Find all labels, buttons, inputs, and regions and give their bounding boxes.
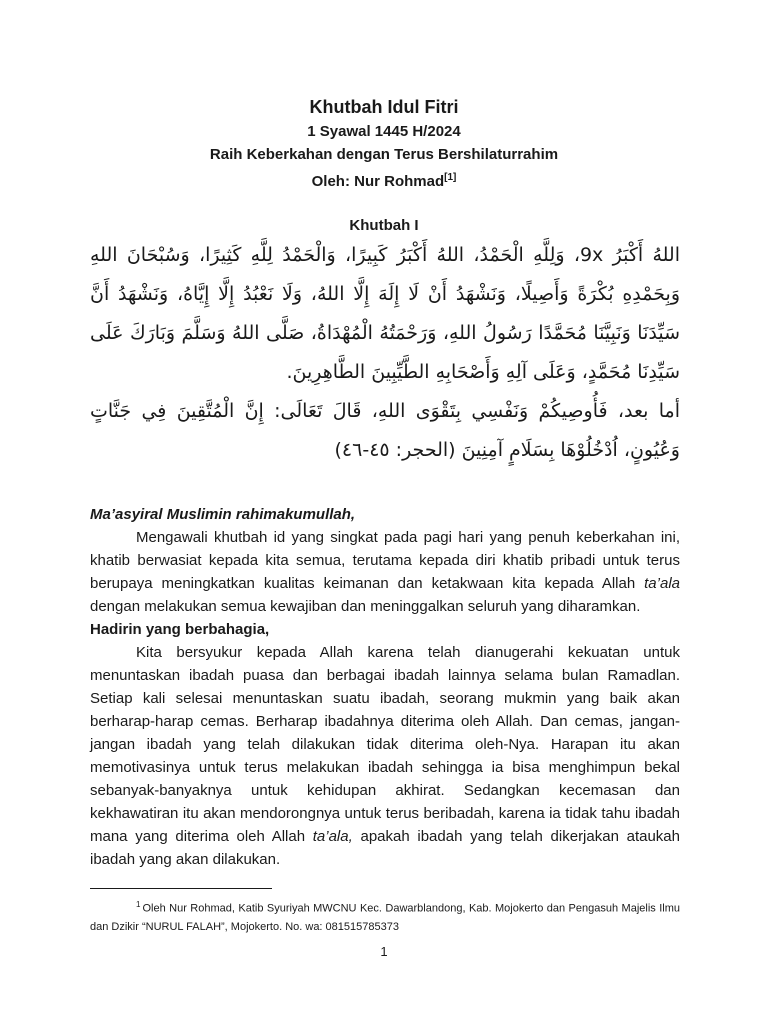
footnote-text: Oleh Nur Rohmad, Katib Syuriyah MWCNU Kec. Dawarblandong, Kab. Mojokerto dan Pengasuh Majelis Ilmu dan Dzikir “NURUL FALAH”, Mojokerto. No. wa: 081515785373 [90,902,680,933]
paragraph-2-text-a: Kita bersyukur kepada Allah karena telah dianugerahi kekuatan untuk menuntaskan ibadah puasa dan berbagai ibadah lainnya selama bulan Ramadlan. Setiap kali selesai menuntaskan suatu ibadah, seorang mukmin yang baik akan berharap-harap cemas. Berharap ibadahnya diterima oleh Allah. Dan cemas, jangan-jangan ibadah yang telah dilakukan tidak diterima oleh-Nya. Harapan itu akan memotivasinya untuk terus melakukan ibadah sehingga ia bisa menghimpun bekal sebanyak-banyaknya untuk kehidupan akhirat. Sedangkan kecemasan dan kekhawatiran itu akan mendorongnya untuk terus beribadah, karena ia tidak tahu ibadah mana yang diterima oleh Allah [90,644,680,845]
arabic-opening: اللهُ أَكْبَرُ 9x، وَلِلَّهِ الْحَمْدُ، اللهُ أَكْبَرُ كَبِيرًا، وَالْحَمْدُ لِلَّهِ كَثِيرًا، وَسُبْحَانَ اللهِ وَبِحَمْدِهِ بُكْرَةً وَأَصِيلًا، وَنَشْهَدُ أَنْ لَا إِلَهَ إِلَّا اللهُ، وَلَا نَعْبُدُ إِلَّا إِيَّاهُ، وَنَشْهَدُ أَنَّ سَيِّدَنَا وَنَبِيَّنَا مُحَمَّدًا رَسُولُ اللهِ، وَرَحْمَتُهُ الْمُهْدَاةُ، صَلَّى اللهُ وَسَلَّمَ وَبَارَكَ عَلَى سَيِّدِنَا مُحَمَّدٍ، وَعَلَى آلِهِ وَأَصْحَابِهِ الطَّيِّبِينَ الطَّاهِرِينَ. [90,244,680,383]
arabic-verse: أما بعد، فَأُوصِيكُمْ وَنَفْسِي بِتَقْوَى اللهِ، قَالَ تَعَالَى: إِنَّ الْمُتَّقِينَ فِي جَنَّاتٍ وَعُيُونٍ، اُدْخُلُوْهَا بِسَلَامٍ آمِنِينَ (الحجر: ٤٥-٤٦) [90,400,680,461]
body-text [90,503,680,871]
footnote-mark: 1 [136,900,141,909]
footnote-reference[interactable]: [1] [444,172,457,183]
greeting-hadirin: Hadirin yang berbahagia, [90,621,270,638]
page-number: 1 [380,944,388,959]
section-heading: Khutbah I [349,217,419,234]
title-block [0,94,768,193]
paragraph-2-text-b: apakah ibadah yang telah dikerjakan ataukah ibadah yang akan dilakukan. [90,828,680,868]
footnote [90,896,680,936]
footnote-divider [90,888,272,889]
author-name: Oleh: Nur Rohmad [311,173,445,190]
greeting-muslimin: Ma’asyiral Muslimin rahimakumullah, [90,506,356,523]
document-theme: Raih Keberkahan dengan Terus Bershilaturrahim [209,146,559,163]
paragraph-1-emphasis: ta’ala [644,575,680,592]
paragraph-1-text-b: dengan melakukan semua kewajiban dan meninggalkan seluruh yang diharamkan. [90,598,641,615]
paragraph-1-text-a: Mengawali khutbah id yang singkat pada pagi hari yang penuh keberkahan ini, khatib berwasiat kepada kita semua, terutama kepada diri khatib pribadi untuk terus berupaya meningkatkan kualitas keimanan dan ketakwaan kita kepada Allah [90,529,680,592]
paragraph-1 [90,526,680,618]
paragraph-2-emphasis: ta’ala, [312,828,353,845]
paragraph-2 [90,641,680,871]
document-title: Khutbah Idul Fitri [309,97,459,117]
document-date: 1 Syawal 1445 H/2024 [307,123,461,140]
document-author [0,166,768,193]
